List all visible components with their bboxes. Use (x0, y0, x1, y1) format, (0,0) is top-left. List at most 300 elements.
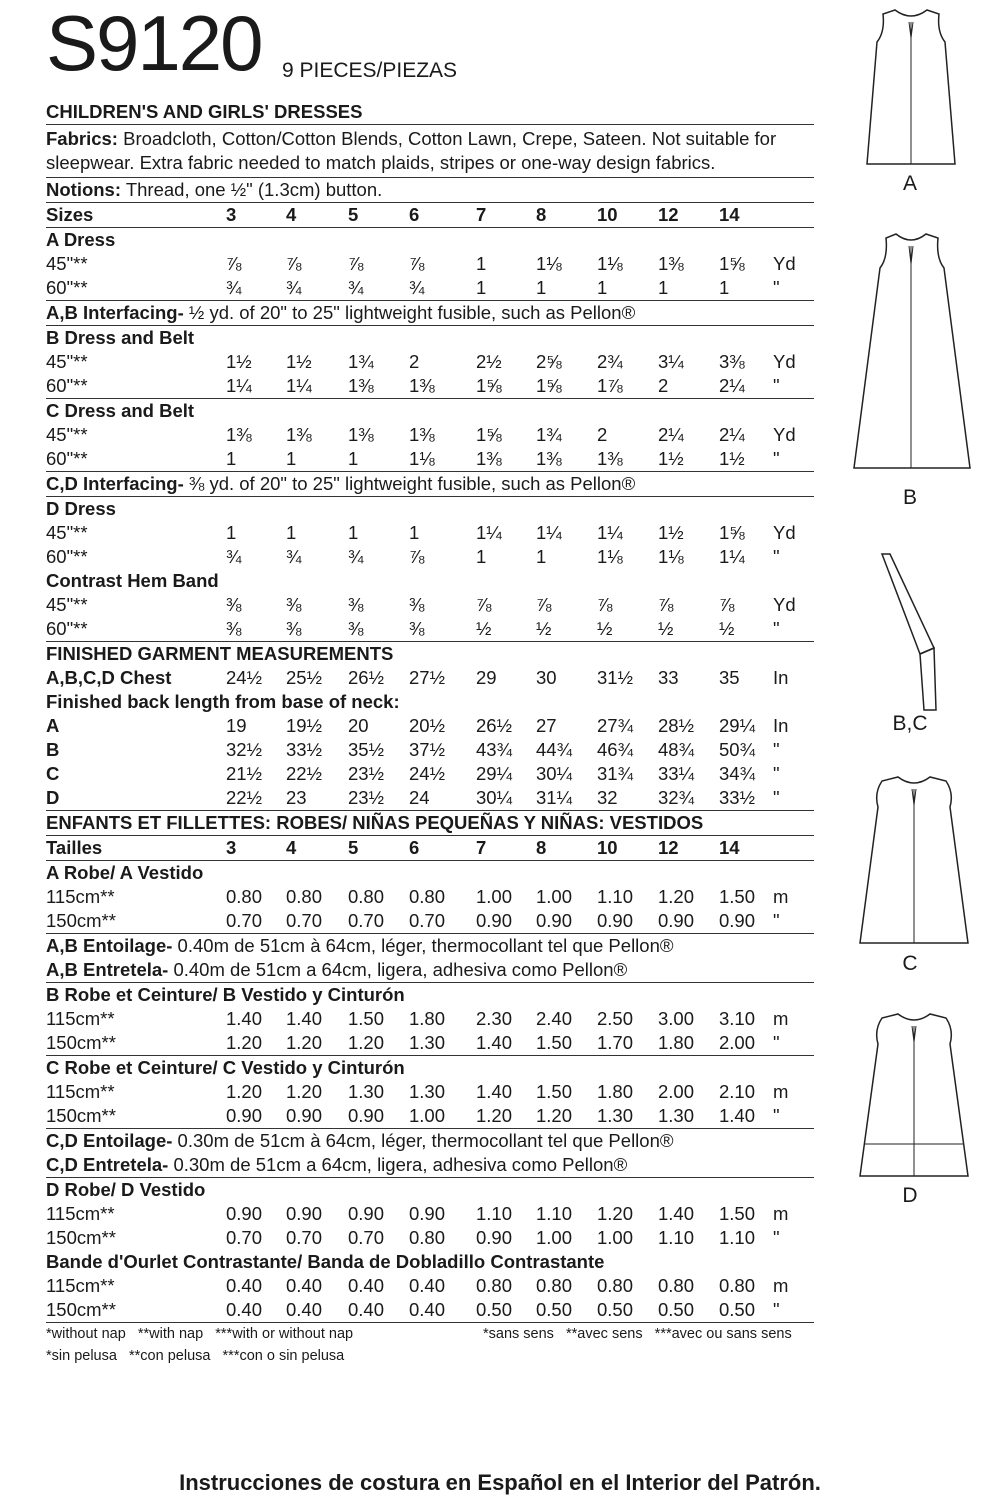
table-cell: 2¼ (658, 424, 684, 445)
table-row (46, 252, 814, 276)
section-heading: B Robe et Ceinture/ B Vestido y Cinturón (46, 984, 405, 1005)
size-header-label: Tailles (46, 837, 103, 858)
interfacing-note (46, 1129, 814, 1153)
note-text: 0.40m de 51cm a 64cm, ligera, adhesiva como Pellon® (168, 959, 628, 980)
table-cell: 1⅜ (348, 424, 374, 445)
table-cell: 2 (597, 424, 608, 445)
size-header-cell: 8 (536, 204, 547, 225)
unit-cell: " (773, 1032, 780, 1053)
table-row (46, 666, 814, 690)
table-cell: 0.90 (476, 910, 513, 931)
table-cell: 1.50 (719, 1203, 756, 1224)
table-cell: 35 (719, 667, 740, 688)
table-cell: 0.70 (286, 910, 323, 931)
table-cell: 1¼ (597, 522, 623, 543)
table-cell: 1 (348, 448, 359, 469)
table-cell: 0.90 (409, 1203, 446, 1224)
table-cell: ⅞ (476, 594, 492, 615)
yardage-chart (46, 0, 814, 1367)
table-cell: 1.20 (597, 1203, 634, 1224)
table-cell: 34¾ (719, 763, 756, 784)
footnote-english: *without nap **with nap ***with or without nap (46, 1326, 354, 1342)
table-cell: 1.40 (658, 1203, 695, 1224)
section-heading: D Dress (46, 498, 116, 519)
row-label: 60"** (46, 448, 88, 469)
table-cell: 1.00 (536, 886, 573, 907)
table-cell: 3⅜ (719, 351, 745, 372)
row-label: 60"** (46, 546, 88, 567)
table-cell: ½ (476, 618, 492, 639)
section-heading: Contrast Hem Band (46, 570, 219, 591)
table-cell: 33½ (719, 787, 756, 808)
table-cell: ⅜ (348, 618, 364, 639)
table-cell: 30¼ (536, 763, 573, 784)
table-cell: 0.70 (348, 1227, 385, 1248)
interfacing-note (46, 934, 814, 958)
table-cell: 0.40 (409, 1275, 446, 1296)
table-cell: 1 (476, 546, 487, 567)
unit-cell: In (773, 715, 789, 736)
table-cell: ⅞ (719, 594, 735, 615)
table-row (46, 617, 814, 642)
table-cell: 1.10 (597, 886, 634, 907)
table-cell: 1.40 (476, 1081, 513, 1102)
unit-cell: In (773, 667, 789, 688)
dress-view-c-drawing (858, 775, 970, 945)
unit-cell: Yd (773, 522, 796, 543)
table-cell: ¾ (348, 277, 364, 298)
size-header-cell: 4 (286, 204, 297, 225)
table-cell: ½ (536, 618, 552, 639)
table-cell: 1⅝ (476, 375, 502, 396)
table-cell: 0.40 (286, 1299, 323, 1320)
row-label: 60"** (46, 375, 88, 396)
table-row (46, 1080, 814, 1104)
spanish-instructions-note: Instrucciones de costura en Español en el Interior del Patrón. (179, 1470, 821, 1495)
notions-text: Thread, one ½" (1.3cm) button. (121, 179, 383, 200)
table-cell: ⅞ (536, 594, 552, 615)
note-label: C,D Interfacing- (46, 473, 184, 494)
table-cell: 1 (597, 277, 608, 298)
table-cell: 3¼ (658, 351, 684, 372)
unit-cell: " (773, 277, 780, 298)
dress-view-b-drawing (852, 232, 972, 470)
table-cell: 35½ (348, 739, 385, 760)
row-label: B (46, 739, 60, 760)
size-header-cell: 5 (348, 204, 359, 225)
table-row (46, 521, 814, 545)
table-row (46, 1298, 814, 1323)
table-cell: 1 (536, 277, 547, 298)
table-cell: 0.90 (719, 910, 756, 931)
table-row (46, 1274, 814, 1298)
table-cell: 1.10 (658, 1227, 695, 1248)
table-cell: 1.10 (719, 1227, 756, 1248)
table-cell: 1.10 (536, 1203, 573, 1224)
table-cell: 0.70 (226, 910, 263, 931)
table-cell: ⅜ (286, 618, 302, 639)
view-illustrations (840, 0, 1000, 1230)
table-cell: ⅜ (409, 594, 425, 615)
row-label: 60"** (46, 277, 88, 298)
table-cell: 1.50 (719, 886, 756, 907)
chart-title: CHILDREN'S AND GIRLS' DRESSES (46, 100, 814, 125)
size-header-cell: 6 (409, 837, 420, 858)
table-cell: 1 (536, 546, 547, 567)
size-header-cell: 14 (719, 204, 740, 225)
fabrics-label: Fabrics: (46, 128, 118, 149)
table-cell: 1⅛ (409, 448, 435, 469)
table-cell: 44¾ (536, 739, 573, 760)
section-title: FINISHED GARMENT MEASUREMENTS (46, 643, 394, 664)
table-cell: 1⅜ (658, 253, 684, 274)
table-cell: ⅞ (409, 546, 425, 567)
size-header-cell: 7 (476, 204, 487, 225)
table-cell: 27½ (409, 667, 446, 688)
table-cell: 2.40 (536, 1008, 573, 1029)
unit-cell: m (773, 886, 789, 907)
unit-cell: m (773, 1008, 789, 1029)
unit-cell: Yd (773, 424, 796, 445)
table-cell: 33 (658, 667, 679, 688)
table-cell: 30¼ (476, 787, 513, 808)
footnote-french: *sans sens **avec sens ***avec ou sans sens (483, 1326, 792, 1342)
piece-count: 9 PIECES/PIEZAS (282, 59, 458, 82)
table-cell: 1⅛ (658, 546, 684, 567)
note-text: 0.30m de 51cm a 64cm, ligera, adhesiva como Pellon® (168, 1154, 628, 1175)
table-row (46, 423, 814, 447)
table-cell: 1⅜ (409, 375, 435, 396)
table-cell: 33¼ (658, 763, 695, 784)
table-cell: 1 (476, 253, 487, 274)
table-cell: 1¼ (536, 522, 562, 543)
size-header-cell: 3 (226, 837, 237, 858)
row-label: 150cm** (46, 1299, 116, 1320)
table-row (46, 1202, 814, 1226)
table-cell: 0.70 (286, 1227, 323, 1248)
table-cell: 1 (286, 448, 297, 469)
dress-view-a-drawing (865, 8, 957, 166)
table-cell: 1.40 (226, 1008, 263, 1029)
row-label: 115cm** (46, 1203, 115, 1224)
table-cell: 0.70 (226, 1227, 263, 1248)
pattern-number: S9120 (46, 0, 262, 87)
table-cell: 1.30 (597, 1105, 634, 1126)
section-heading: A Robe/ A Vestido (46, 862, 204, 883)
table-cell: 1⅜ (536, 448, 562, 469)
table-cell: ⅜ (226, 618, 242, 639)
table-cell: 1.00 (409, 1105, 446, 1126)
table-cell: ⅜ (286, 594, 302, 615)
table-cell: 2.10 (719, 1081, 756, 1102)
table-cell: 1⅝ (536, 375, 562, 396)
table-row (46, 447, 814, 472)
row-label: 45"** (46, 253, 88, 274)
table-row (46, 545, 814, 569)
table-cell: 0.90 (348, 1203, 385, 1224)
row-label: 150cm** (46, 1032, 116, 1053)
table-cell: 1½ (719, 448, 745, 469)
table-cell: 1.50 (536, 1032, 573, 1053)
table-cell: 1⅛ (597, 546, 623, 567)
size-header-cell: 10 (597, 837, 618, 858)
table-cell: 1.30 (658, 1105, 695, 1126)
table-cell: 2.30 (476, 1008, 513, 1029)
table-cell: 50¾ (719, 739, 756, 760)
table-cell: 1.50 (348, 1008, 385, 1029)
table-cell: 1.70 (597, 1032, 634, 1053)
table-row (46, 885, 814, 909)
size-header-cell: 12 (658, 837, 679, 858)
unit-cell: Yd (773, 253, 796, 274)
table-cell: ¾ (226, 546, 242, 567)
table-row (46, 1007, 814, 1031)
table-cell: 1.20 (226, 1081, 263, 1102)
table-cell: 1⅜ (348, 375, 374, 396)
tailles-row (46, 836, 814, 861)
table-cell: 1¾ (536, 424, 562, 445)
size-header-cell: 4 (286, 837, 297, 858)
note-text: ½ yd. of 20" to 25" lightweight fusible, such as Pellon® (183, 302, 636, 323)
table-cell: 0.80 (476, 1275, 513, 1296)
table-cell: 1⅞ (597, 375, 623, 396)
english-yardage-table (46, 228, 814, 811)
section-heading: Bande d'Ourlet Contrastante/ Banda de Dobladillo Contrastante (46, 1251, 605, 1272)
section-heading: C Robe et Ceinture/ C Vestido y Cinturón (46, 1057, 405, 1078)
table-cell: 23½ (348, 787, 385, 808)
table-cell: 1.20 (658, 886, 695, 907)
table-cell: 1.40 (719, 1105, 756, 1126)
table-cell: ½ (719, 618, 735, 639)
row-label: 115cm** (46, 1081, 115, 1102)
table-cell: 1.30 (348, 1081, 385, 1102)
table-cell: 1⅜ (286, 424, 312, 445)
view-label-d: D (902, 1184, 918, 1207)
row-label: 115cm** (46, 886, 115, 907)
table-cell: 1 (226, 448, 237, 469)
table-cell: 1.80 (658, 1032, 695, 1053)
row-label: 45"** (46, 522, 88, 543)
table-cell: ⅜ (409, 618, 425, 639)
table-cell: 1⅜ (226, 424, 252, 445)
table-row (46, 909, 814, 934)
table-cell: 24 (409, 787, 430, 808)
table-cell: 25½ (286, 667, 323, 688)
table-row (46, 1104, 814, 1129)
unit-cell: " (773, 763, 780, 784)
section-heading: B Dress and Belt (46, 327, 195, 348)
view-label-bc: B,C (892, 712, 928, 735)
row-label: 150cm** (46, 1227, 116, 1248)
table-cell: 0.80 (719, 1275, 756, 1296)
table-cell: ¾ (409, 277, 425, 298)
table-cell: 1.20 (226, 1032, 263, 1053)
table-cell: 22½ (286, 763, 323, 784)
table-cell: 1¼ (476, 522, 502, 543)
table-cell: ½ (597, 618, 613, 639)
table-row (46, 593, 814, 617)
unit-cell: " (773, 546, 780, 567)
table-cell: 0.90 (597, 910, 634, 931)
interfacing-note (46, 1153, 814, 1178)
table-row (46, 762, 814, 786)
table-cell: 0.70 (409, 910, 446, 931)
table-cell: 32 (597, 787, 618, 808)
table-cell: ⅞ (597, 594, 613, 615)
table-cell: 0.50 (597, 1299, 634, 1320)
table-cell: 33½ (286, 739, 323, 760)
table-cell: 0.80 (286, 886, 323, 907)
size-header-cell: 6 (409, 204, 420, 225)
table-cell: 28½ (658, 715, 695, 736)
table-cell: 0.40 (226, 1275, 263, 1296)
table-cell: ⅞ (348, 253, 364, 274)
table-cell: 20½ (409, 715, 446, 736)
table-cell: 1.00 (536, 1227, 573, 1248)
table-row (46, 1226, 814, 1250)
table-cell: 1.30 (409, 1081, 446, 1102)
table-row (46, 276, 814, 301)
table-row (46, 786, 814, 811)
table-cell: 0.80 (348, 886, 385, 907)
size-header-cell: 14 (719, 837, 740, 858)
table-cell: 1⅜ (409, 424, 435, 445)
table-cell: 1⅝ (719, 522, 745, 543)
size-header-label: Sizes (46, 204, 94, 225)
table-cell: 1.20 (286, 1032, 323, 1053)
table-cell: 24½ (226, 667, 263, 688)
table-cell: 27¾ (597, 715, 634, 736)
table-cell: 1.00 (597, 1227, 634, 1248)
table-cell: 1 (719, 277, 730, 298)
unit-cell: Yd (773, 594, 796, 615)
row-label: D (46, 787, 60, 808)
table-cell: 31¼ (536, 787, 573, 808)
size-header-cell: 7 (476, 837, 487, 858)
table-cell: 2.00 (719, 1032, 756, 1053)
table-cell: 0.80 (658, 1275, 695, 1296)
table-cell: 1 (348, 522, 359, 543)
metric-title: ENFANTS ET FILLETTES: ROBES/ NIÑAS PEQUEÑAS Y NIÑAS: VESTIDOS (46, 811, 814, 836)
table-row (46, 350, 814, 374)
table-cell: 2¼ (719, 424, 745, 445)
metric-yardage-table (46, 861, 814, 1323)
dress-view-d-drawing (858, 1012, 970, 1178)
table-cell: 0.90 (658, 910, 695, 931)
table-cell: 0.50 (658, 1299, 695, 1320)
table-cell: 1½ (286, 351, 312, 372)
table-cell: 1¾ (348, 351, 374, 372)
table-cell: 1⅝ (719, 253, 745, 274)
row-label: 45"** (46, 351, 88, 372)
table-cell: 3.10 (719, 1008, 756, 1029)
table-cell: 1½ (226, 351, 252, 372)
table-cell: 1.80 (409, 1008, 446, 1029)
table-cell: 26½ (476, 715, 513, 736)
table-cell: ¾ (286, 546, 302, 567)
view-label-b: B (902, 486, 917, 509)
table-cell: 1⅛ (536, 253, 562, 274)
section-heading: C Dress and Belt (46, 400, 195, 421)
fabrics-text: Broadcloth, Cotton/Cotton Blends, Cotton Lawn, Crepe, Sateen. Not suitable for sleepwear. Extra fabric needed to match plaids, stripes or one-way design fabrics. (46, 128, 777, 173)
view-label-c: C (902, 952, 918, 975)
table-cell: 0.40 (286, 1275, 323, 1296)
unit-cell: Yd (773, 351, 796, 372)
note-label: C,D Entoilage- (46, 1130, 173, 1151)
table-cell: ¾ (286, 277, 302, 298)
table-cell: 2¾ (597, 351, 623, 372)
table-cell: 0.40 (348, 1275, 385, 1296)
table-cell: 1⅛ (597, 253, 623, 274)
table-cell: 2 (658, 375, 669, 396)
table-row (46, 714, 814, 738)
table-cell: 24½ (409, 763, 446, 784)
table-cell: 1.20 (348, 1032, 385, 1053)
table-row (46, 374, 814, 399)
note-text: ⅜ yd. of 20" to 25" lightweight fusible, such as Pellon® (183, 473, 636, 494)
table-cell: 1.80 (597, 1081, 634, 1102)
section-heading: A Dress (46, 229, 116, 250)
table-cell: 0.40 (348, 1299, 385, 1320)
table-cell: 23½ (348, 763, 385, 784)
table-cell: ¾ (226, 277, 242, 298)
note-label: A,B Entretela- (46, 959, 169, 980)
table-cell: 46¾ (597, 739, 634, 760)
table-cell: 0.70 (348, 910, 385, 931)
table-cell: 20 (348, 715, 369, 736)
unit-cell: m (773, 1275, 789, 1296)
size-header-cell: 3 (226, 204, 237, 225)
notions-note (46, 178, 814, 203)
table-cell: 0.40 (409, 1299, 446, 1320)
table-cell: ¾ (348, 546, 364, 567)
table-cell: 29¼ (719, 715, 756, 736)
table-cell: 1½ (658, 448, 684, 469)
size-header-cell: 12 (658, 204, 679, 225)
table-cell: 37½ (409, 739, 446, 760)
table-cell: 19 (226, 715, 247, 736)
table-cell: 1¼ (226, 375, 252, 396)
table-cell: 30 (536, 667, 557, 688)
unit-cell: " (773, 375, 780, 396)
table-cell: 29 (476, 667, 497, 688)
table-cell: 31¾ (597, 763, 634, 784)
note-label: A,B Entoilage- (46, 935, 173, 956)
table-cell: 0.50 (719, 1299, 756, 1320)
row-label: A,B,C,D Chest (46, 667, 172, 688)
unit-cell: " (773, 1105, 780, 1126)
table-cell: 0.80 (536, 1275, 573, 1296)
table-cell: 0.90 (476, 1227, 513, 1248)
note-label: C,D Entretela- (46, 1154, 169, 1175)
table-cell: 0.90 (348, 1105, 385, 1126)
table-cell: 1.20 (536, 1105, 573, 1126)
size-header-cell: 10 (597, 204, 618, 225)
table-cell: ½ (658, 618, 674, 639)
table-cell: 1 (286, 522, 297, 543)
row-label: 115cm** (46, 1008, 115, 1029)
row-label: 45"** (46, 594, 88, 615)
row-label: 60"** (46, 618, 88, 639)
table-cell: 0.90 (226, 1203, 263, 1224)
unit-cell: " (773, 448, 780, 469)
table-cell: 1.20 (476, 1105, 513, 1126)
chart-header (46, 0, 814, 100)
table-cell: 2½ (476, 351, 502, 372)
table-cell: ⅞ (658, 594, 674, 615)
table-cell: 48¾ (658, 739, 695, 760)
table-cell: 1 (476, 277, 487, 298)
